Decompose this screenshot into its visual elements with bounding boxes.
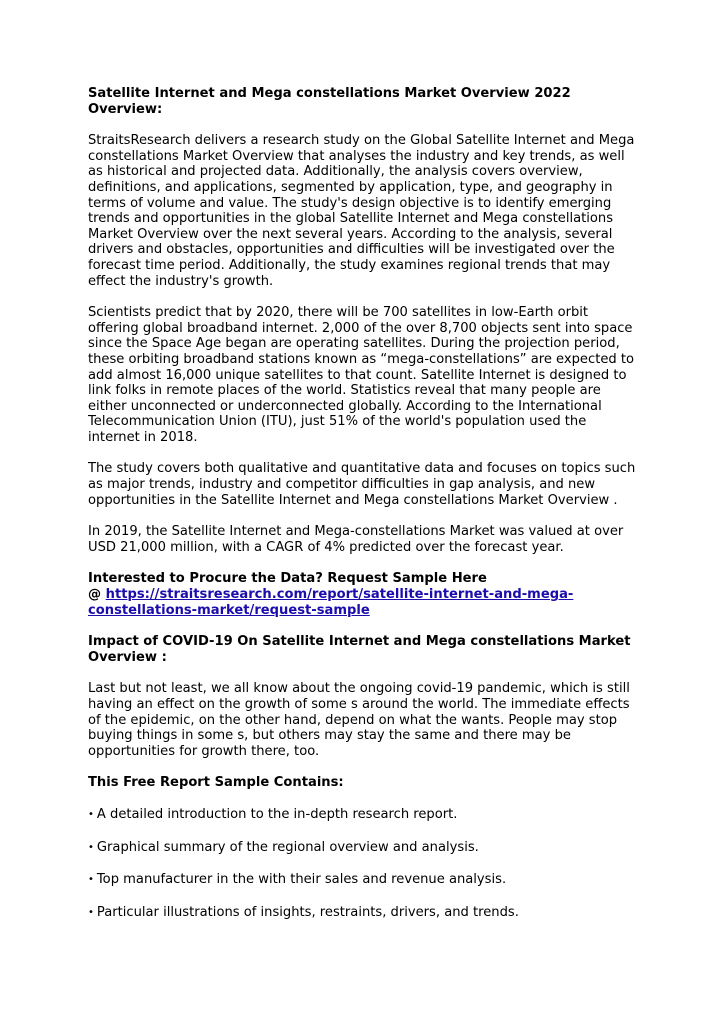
document-page (88, 86, 636, 920)
list-item (88, 905, 636, 921)
sample-request-block (88, 571, 636, 618)
bullet-text: A detailed introduction to the in-depth research report. (96, 806, 458, 822)
bullet-icon: • (88, 874, 94, 886)
list-item (88, 840, 636, 856)
sample-heading: Interested to Procure the Data? Request Sample Here (88, 571, 487, 587)
intro-paragraph: StraitsResearch delivers a research study on the Global Satellite Internet and Mega constellations Market Overview that analyses the industry and key trends, as well as historical and projected data. Additionally, the analysis covers overview, definitions, and applications, segmented by application, type, and geography in terms of volume and value. The study's design objective is to identify emerging trends and opportunities in the global Satellite Internet and Mega constellations Market Overview over the next several years. According to the analysis, several drivers and obstacles, opportunities and difficulties will be investigated over the forecast time period. Additionally, the study examines regional trends that may effect the industry's growth. (88, 133, 635, 289)
bullet-list (88, 807, 636, 920)
bullet-icon: • (88, 808, 94, 820)
sample-link-line (88, 587, 636, 618)
bullet-text: Particular illustrations of insights, restraints, drivers, and trends. (96, 904, 519, 920)
contains-heading: This Free Report Sample Contains: (88, 775, 344, 791)
bullet-icon: • (88, 841, 94, 853)
covid-paragraph: Last but not least, we all know about the ongoing covid-19 pandemic, which is still having an effect on the growth of some s around the world. The immediate effects of the epidemic, on the other hand, depend on what the wants. People may stop buying things in some s, but others may stay the same and there may be opportunities for growth there, too. (88, 681, 630, 759)
list-item (88, 872, 636, 888)
science-paragraph: Scientists predict that by 2020, there will be 700 satellites in low-Earth orbit offering global broadband internet. 2,000 of the over 8,700 objects sent into space since the Space Age began are operating satellites. During the projection period, these orbiting broadband stations known as “mega-constellations” are expected to add almost 16,000 unique satellites to that count. Satellite Internet is designed to link folks in remote places of the world. Statistics reveal that many people are either unconnected or underconnected globally. According to the International Telecommunication Union (ITU), just 51% of the world's population used the internet in 2018. (88, 305, 634, 445)
sample-link-prefix: @ (88, 587, 106, 603)
list-item (88, 807, 636, 823)
bullet-icon: • (88, 906, 94, 918)
coverage-paragraph: The study covers both qualitative and quantitative data and focuses on topics such as major trends, industry and competitor difficulties in gap analysis, and new opportunities in the Satellite Internet and Mega constellations Market Overview . (88, 461, 636, 508)
bullet-text: Graphical summary of the regional overview and analysis. (96, 839, 479, 855)
sample-request-link[interactable]: https://straitsresearch.com/report/satellite-internet-and-mega-constellations-market/request-sample (88, 587, 574, 618)
document-title: Satellite Internet and Mega constellations Market Overview 2022 Overview: (88, 86, 571, 117)
valuation-paragraph: In 2019, the Satellite Internet and Mega-constellations Market was valued at over USD 21,000 million, with a CAGR of 4% predicted over the forecast year. (88, 524, 624, 555)
bullet-text: Top manufacturer in the with their sales and revenue analysis. (96, 872, 507, 888)
covid-heading: Impact of COVID-19 On Satellite Internet and Mega constellations Market Overview : (88, 634, 631, 665)
